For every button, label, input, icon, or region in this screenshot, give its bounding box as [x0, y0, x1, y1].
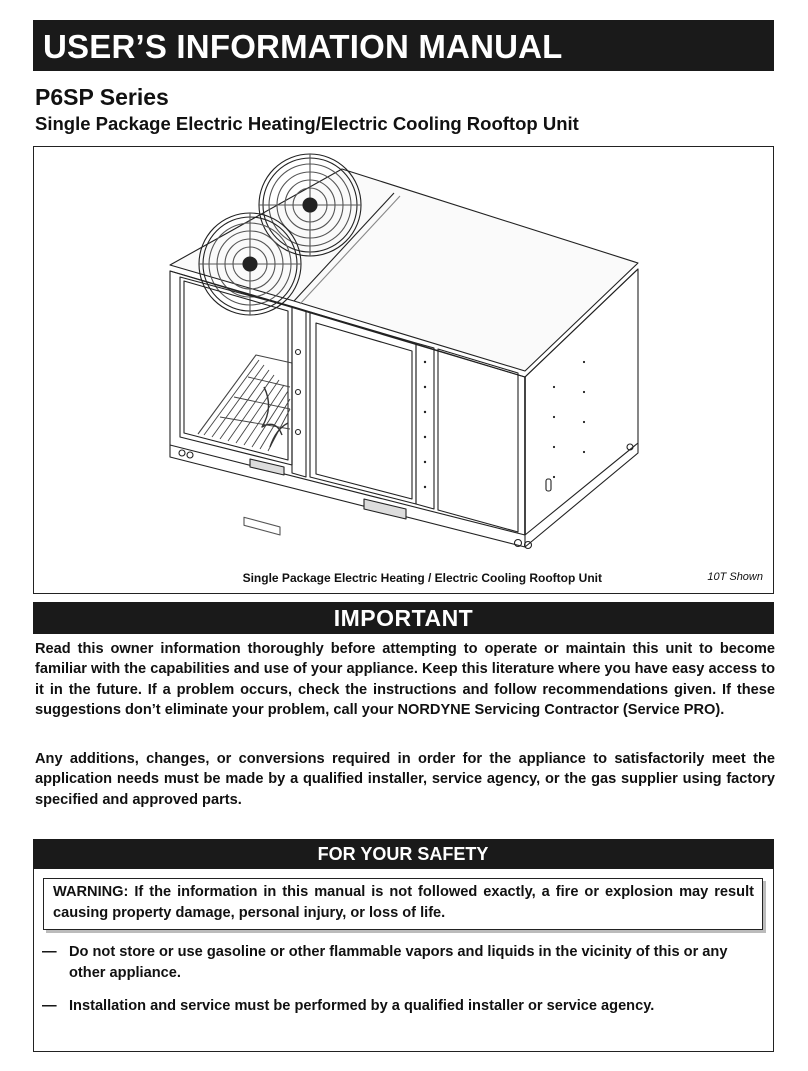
dash-bullet: — [42, 998, 57, 1014]
safety-heading: FOR YOUR SAFETY [33, 839, 774, 869]
warning-box: WARNING: If the information in this manual is not followed exactly, a fire or explosion may result causing property damage, personal injury, or loss of life. [43, 878, 763, 930]
important-heading: IMPORTANT [33, 602, 774, 634]
manual-title-banner: USER’S INFORMATION MANUAL [33, 20, 774, 71]
series-title: P6SP Series [35, 84, 169, 110]
product-subtitle: Single Package Electric Heating/Electric Cooling Rooftop Unit [35, 113, 579, 134]
safety-item-text: Installation and service must be performed by a qualified installer or service agency. [69, 998, 655, 1014]
rooftop-unit-illustration [34, 147, 775, 595]
figure-note: 10T Shown [707, 571, 763, 583]
safety-section [33, 839, 774, 1052]
safety-item [42, 942, 764, 984]
important-paragraph-1: Read this owner information thoroughly before attempting to operate or maintain this unit to become familiar with the capabilities and use of your appliance. Keep this literature where you have easy access to it in the future. If a problem occurs, check the instructions and follow recommendations given. If these suggestions don’t eliminate your problem, call your NORDYNE Servicing Contractor (Service PRO). [35, 641, 775, 719]
safety-item [42, 996, 764, 1017]
product-figure [33, 146, 774, 594]
dash-bullet: — [42, 944, 57, 960]
safety-item-text: Do not store or use gasoline or other flammable vapors and liquids in the vicinity of this or any other appliance. [69, 944, 728, 981]
condenser-fan-icon [259, 154, 361, 256]
important-paragraph-2: Any additions, changes, or conversions required in order for the appliance to satisfactorily meet the application needs must be made by a qualified installer, service agency, or the gas supplier using factory specified and approved parts. [35, 751, 775, 808]
figure-caption: Single Package Electric Heating / Electric Cooling Rooftop Unit [242, 571, 602, 585]
